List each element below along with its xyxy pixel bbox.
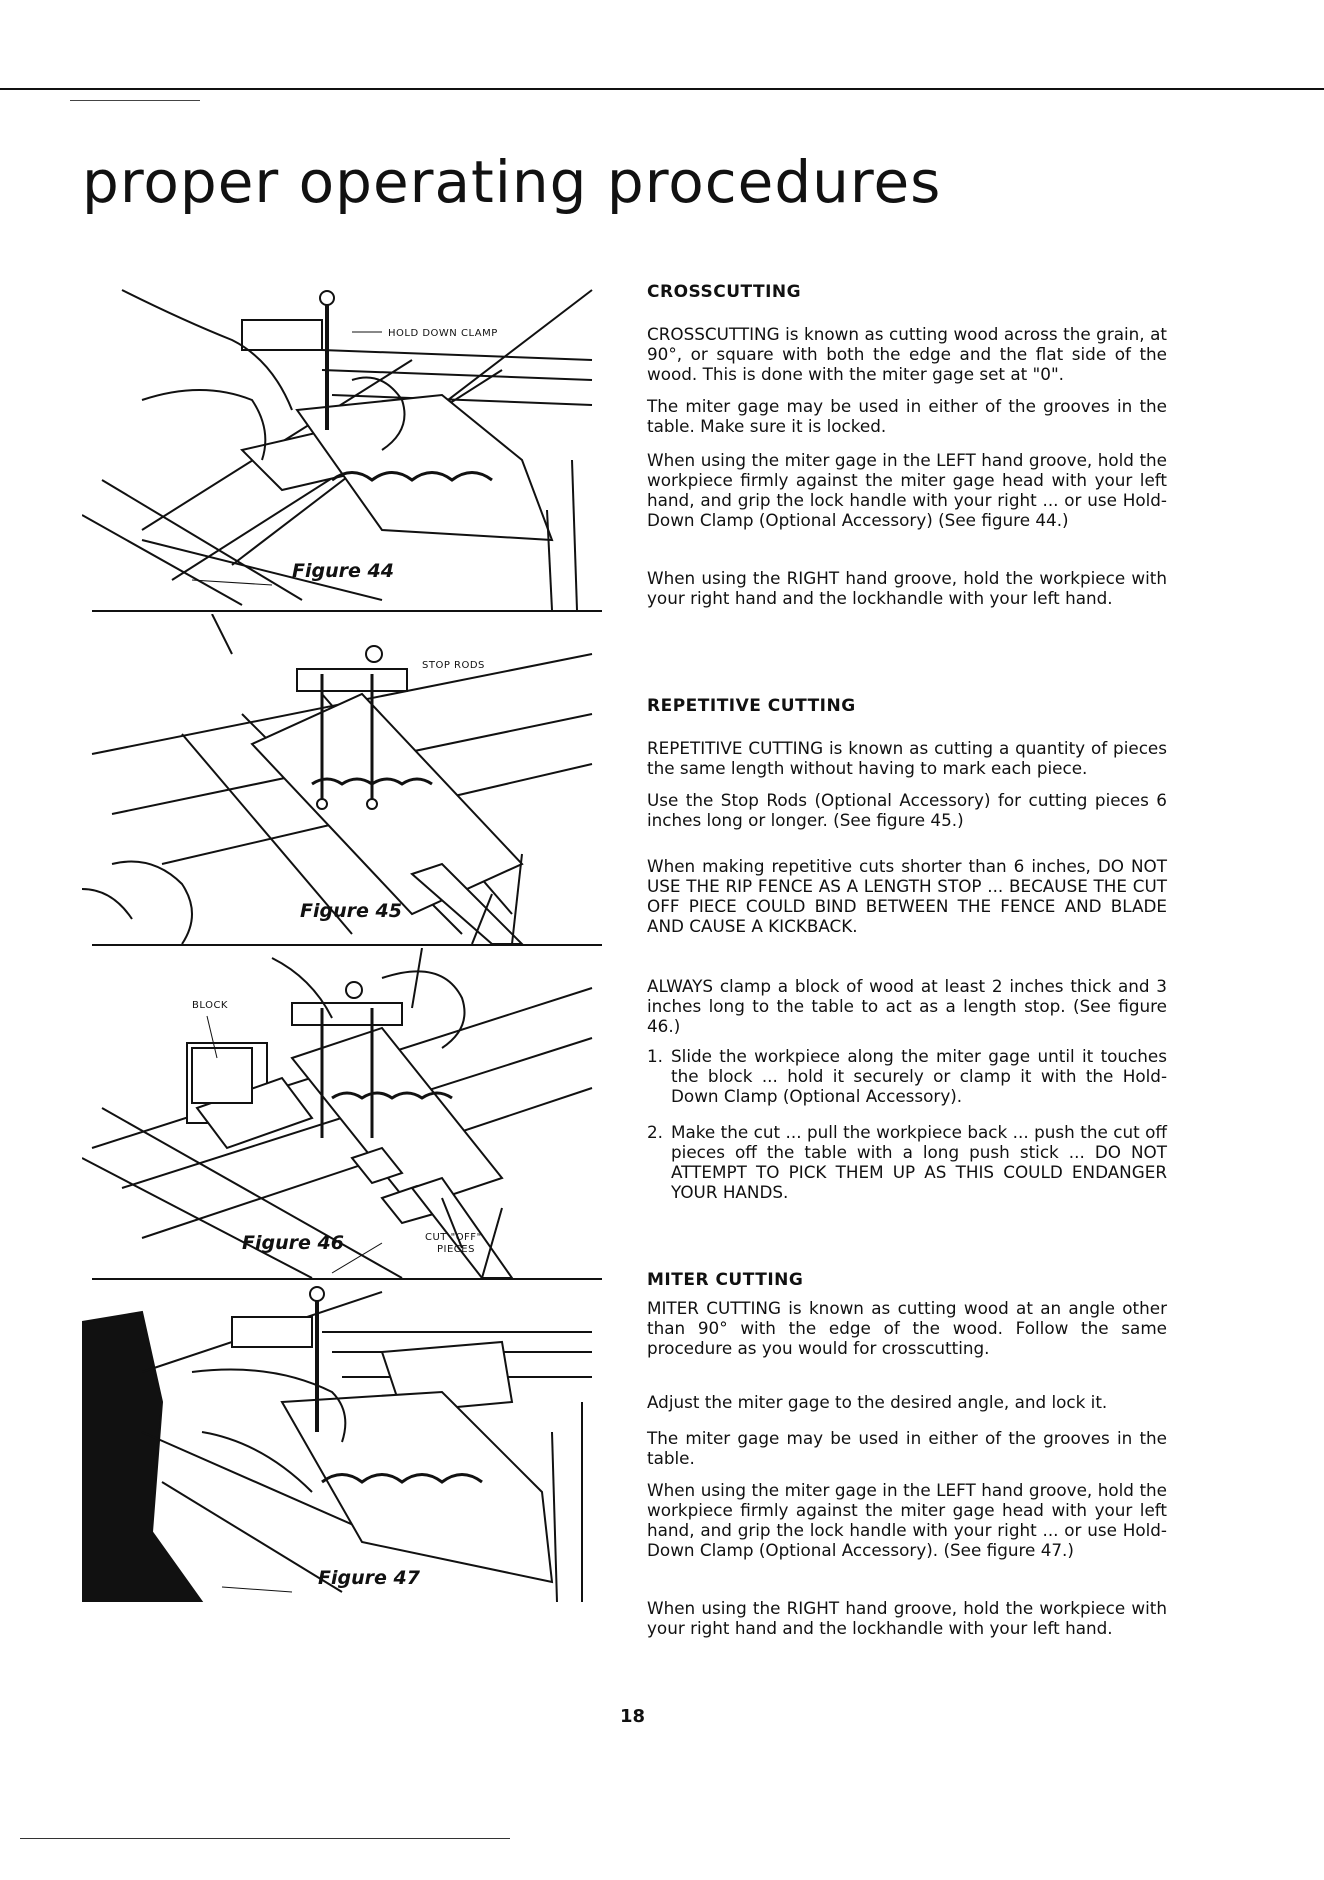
step-number: 1. [647,1046,664,1066]
top-rule-accent [70,100,200,101]
figure-47 [82,1282,602,1602]
step-text: Slide the workpiece along the miter gage until it touches the block ... hold it securely or clamp it with the Hold-Down Clamp (Optional Accessory). [671,1046,1167,1106]
crosscutting-paragraph-4: When using the RIGHT hand groove, hold the workpiece with your right hand and the lockhandle with your left hand. [647,568,1167,608]
figure-46-illustration [82,948,602,1278]
page-number: 18 [620,1706,646,1727]
repetitive-step-2 [647,1122,1167,1202]
repetitive-paragraph-3: When making repetitive cuts shorter than 6 inches, DO NOT USE THE RIP FENCE AS A LENGTH STOP ... BECAUSE THE CUT OFF PIECE COULD BIND BETWEEN THE FENCE AND BLADE AND CAUSE A KICKBACK. [647,856,1167,936]
miter-paragraph-3: The miter gage may be used in either of the grooves in the table. [647,1428,1167,1468]
section-heading-crosscutting: CROSSCUTTING [647,282,802,302]
figures-column [82,280,602,1880]
miter-paragraph-4: When using the miter gage in the LEFT hand groove, hold the workpiece firmly against the miter gage head with your left hand, and grip the lock handle with your right ... or use Hold-Down Clamp (Optional Accessory). (See figure 47.) [647,1480,1167,1560]
repetitive-step-1 [647,1046,1167,1106]
figure-divider [92,1278,602,1280]
page-title: proper operating procedures [82,148,942,216]
figure-46-label-cut-off: CUT "OFF" [425,1232,482,1243]
bottom-rule [20,1838,510,1839]
figure-46 [82,948,602,1278]
miter-paragraph-1: MITER CUTTING is known as cutting wood at an angle other than 90° with the edge of the wood. Follow the same procedure as you would for crosscutting. [647,1298,1167,1358]
figure-44-illustration [82,280,602,610]
repetitive-paragraph-4: ALWAYS clamp a block of wood at least 2 inches thick and 3 inches long to the table to act as a length stop. (See figure 46.) [647,976,1167,1036]
figure-45-label-stop-rods: STOP RODS [422,660,485,671]
figure-46-caption: Figure 46 [242,1232,344,1254]
crosscutting-paragraph-2: The miter gage may be used in either of the grooves in the table. Make sure it is locked. [647,396,1167,436]
figure-divider [92,944,602,946]
figure-45-caption: Figure 45 [300,900,402,922]
top-rule [0,88,1324,90]
section-heading-miter-cutting: MITER CUTTING [647,1270,804,1290]
figure-47-illustration [82,1282,602,1602]
step-text: Make the cut ... pull the workpiece back ... push the cut off pieces off the table with a long push stick ... DO NOT ATTEMPT TO PICK THEM UP AS THIS COULD ENDANGER YOUR HANDS. [671,1122,1167,1202]
miter-paragraph-5: When using the RIGHT hand groove, hold the workpiece with your right hand and the lockhandle with your left hand. [647,1598,1167,1638]
crosscutting-paragraph-3: When using the miter gage in the LEFT hand groove, hold the workpiece firmly against the miter gage head with your left hand, and grip the lock handle with your right ... or use Hold-Down Clamp (Optional Accessory) (See figure 44.) [647,450,1167,530]
figure-47-caption: Figure 47 [318,1567,420,1589]
figure-46-label-pieces: PIECES [437,1244,475,1255]
figure-45 [82,614,602,944]
miter-paragraph-2: Adjust the miter gage to the desired angle, and lock it. [647,1392,1108,1412]
step-number: 2. [647,1122,664,1142]
figure-45-illustration [82,614,602,944]
crosscutting-paragraph-1: CROSSCUTTING is known as cutting wood across the grain, at 90°, or square with both the edge and the flat side of the wood. This is done with the miter gage set at "0". [647,324,1167,384]
figure-44 [82,280,602,610]
repetitive-paragraph-2: Use the Stop Rods (Optional Accessory) for cutting pieces 6 inches long or longer. (See figure 45.) [647,790,1167,830]
figure-divider [92,610,602,612]
figure-44-label-hold-down-clamp: HOLD DOWN CLAMP [388,328,498,339]
text-column [647,280,1167,1680]
figure-44-caption: Figure 44 [292,560,394,582]
figure-46-label-block: BLOCK [192,1000,228,1011]
repetitive-paragraph-1: REPETITIVE CUTTING is known as cutting a quantity of pieces the same length without having to mark each piece. [647,738,1167,778]
section-heading-repetitive-cutting: REPETITIVE CUTTING [647,696,856,716]
